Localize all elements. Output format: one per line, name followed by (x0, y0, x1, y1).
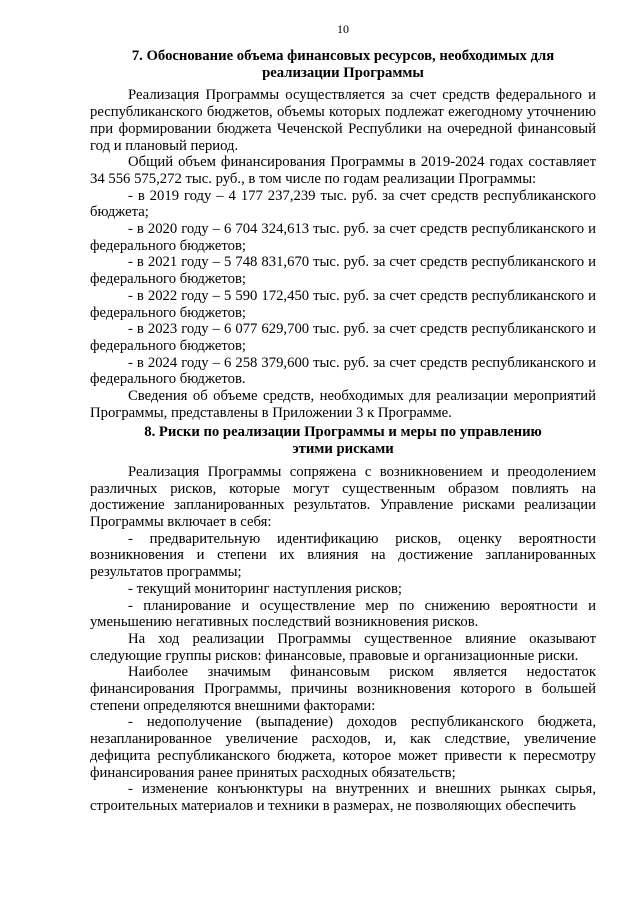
section-7-heading-line-2: реализации Программы (262, 64, 424, 81)
document-page (90, 22, 596, 815)
page-number: 10 (337, 22, 349, 36)
section-7-heading-line-1: 7. Обоснование объема финансовых ресурсов, необходимых для (131, 48, 555, 64)
section-8-paragraph: Наиболее значимым финансовым риском является недостаток финансирования Программы, причины возникновения которого в большей степени определяются внешними факторами: (90, 664, 596, 714)
section-7-paragraph: Реализация Программы осуществляется за счет средств федерального и республиканского бюджетов, объемы которых подлежат ежегодному уточнению при формировании бюджета Чеченской Республики на очередной финансовый год и плановый период. (90, 87, 596, 154)
section-7-paragraph: Общий объем финансирования Программы в 2019-2024 годах составляет 34 556 575,272 тыс. руб., в том числе по годам реализации Программы: (90, 154, 596, 187)
section-7-list-item: - в 2021 году – 5 748 831,670 тыс. руб. за счет средств республиканского и федерального бюджетов; (90, 254, 596, 288)
section-8-list-item: - текущий мониторинг наступления рисков; (128, 580, 402, 597)
section-7-list-item: - в 2023 году – 6 077 629,700 тыс. руб. за счет средств республиканского и федерального бюджетов; (90, 321, 596, 354)
section-8-heading (90, 424, 596, 457)
section-7-list-item: - в 2020 году – 6 704 324,613 тыс. руб. за счет средств республиканского и федерального бюджетов; (90, 221, 596, 254)
section-8-list-item: - планирование и осуществление мер по снижению вероятности и уменьшению негативных последствий возникновения рисков. (90, 597, 596, 631)
section-8-list-item: - недополучение (выпадение) доходов республиканского бюджета, незапланированное увеличение расходов, и, как следствие, увеличение дефицита республиканского бюджета, которое может привести к пересмотру финансирования ранее принятых расходных обязательств; (90, 714, 596, 781)
section-7-list-item: - в 2022 году – 5 590 172,450 тыс. руб. за счет средств республиканского и федерального бюджетов; (90, 287, 596, 321)
section-8-list-item: - изменение конъюнктуры на внутренних и внешних рынках сырья, строительных материалов и техники в размерах, не позволяющих обеспечить (90, 781, 596, 814)
section-7-body (90, 87, 596, 421)
section-8-paragraph: Реализация Программы сопряжена с возникновением и преодолением различных рисков, которые могут существенным образом повлиять на достижение запланированных результатов. Управление рисками реализации Программы включает в себя: (90, 463, 596, 530)
section-8-list-item: - предварительную идентификацию рисков, оценку вероятности возникновения и степени их влияния на достижение запланированных результатов программы; (90, 530, 596, 581)
section-7-list-item: - в 2019 году – 4 177 237,239 тыс. руб. за счет средств республиканского бюджета; (90, 187, 596, 221)
section-7-heading (90, 48, 596, 81)
section-8-paragraph: На ход реализации Программы существенное влияние оказывают следующие группы рисков: финансовые, правовые и организационные риски. (90, 630, 596, 664)
section-8-heading-line-2: этими рисками (292, 441, 394, 458)
section-7-paragraph: Сведения об объеме средств, необходимых для реализации мероприятий Программы, представлены в Приложении 3 к Программе. (90, 388, 596, 421)
section-8-body (90, 464, 596, 815)
section-8-heading-line-1: 8. Риски по реализации Программы и меры по управлению (144, 424, 542, 441)
section-7-list-item: - в 2024 году – 6 258 379,600 тыс. руб. за счет средств республиканского и федерального бюджетов. (90, 354, 596, 388)
